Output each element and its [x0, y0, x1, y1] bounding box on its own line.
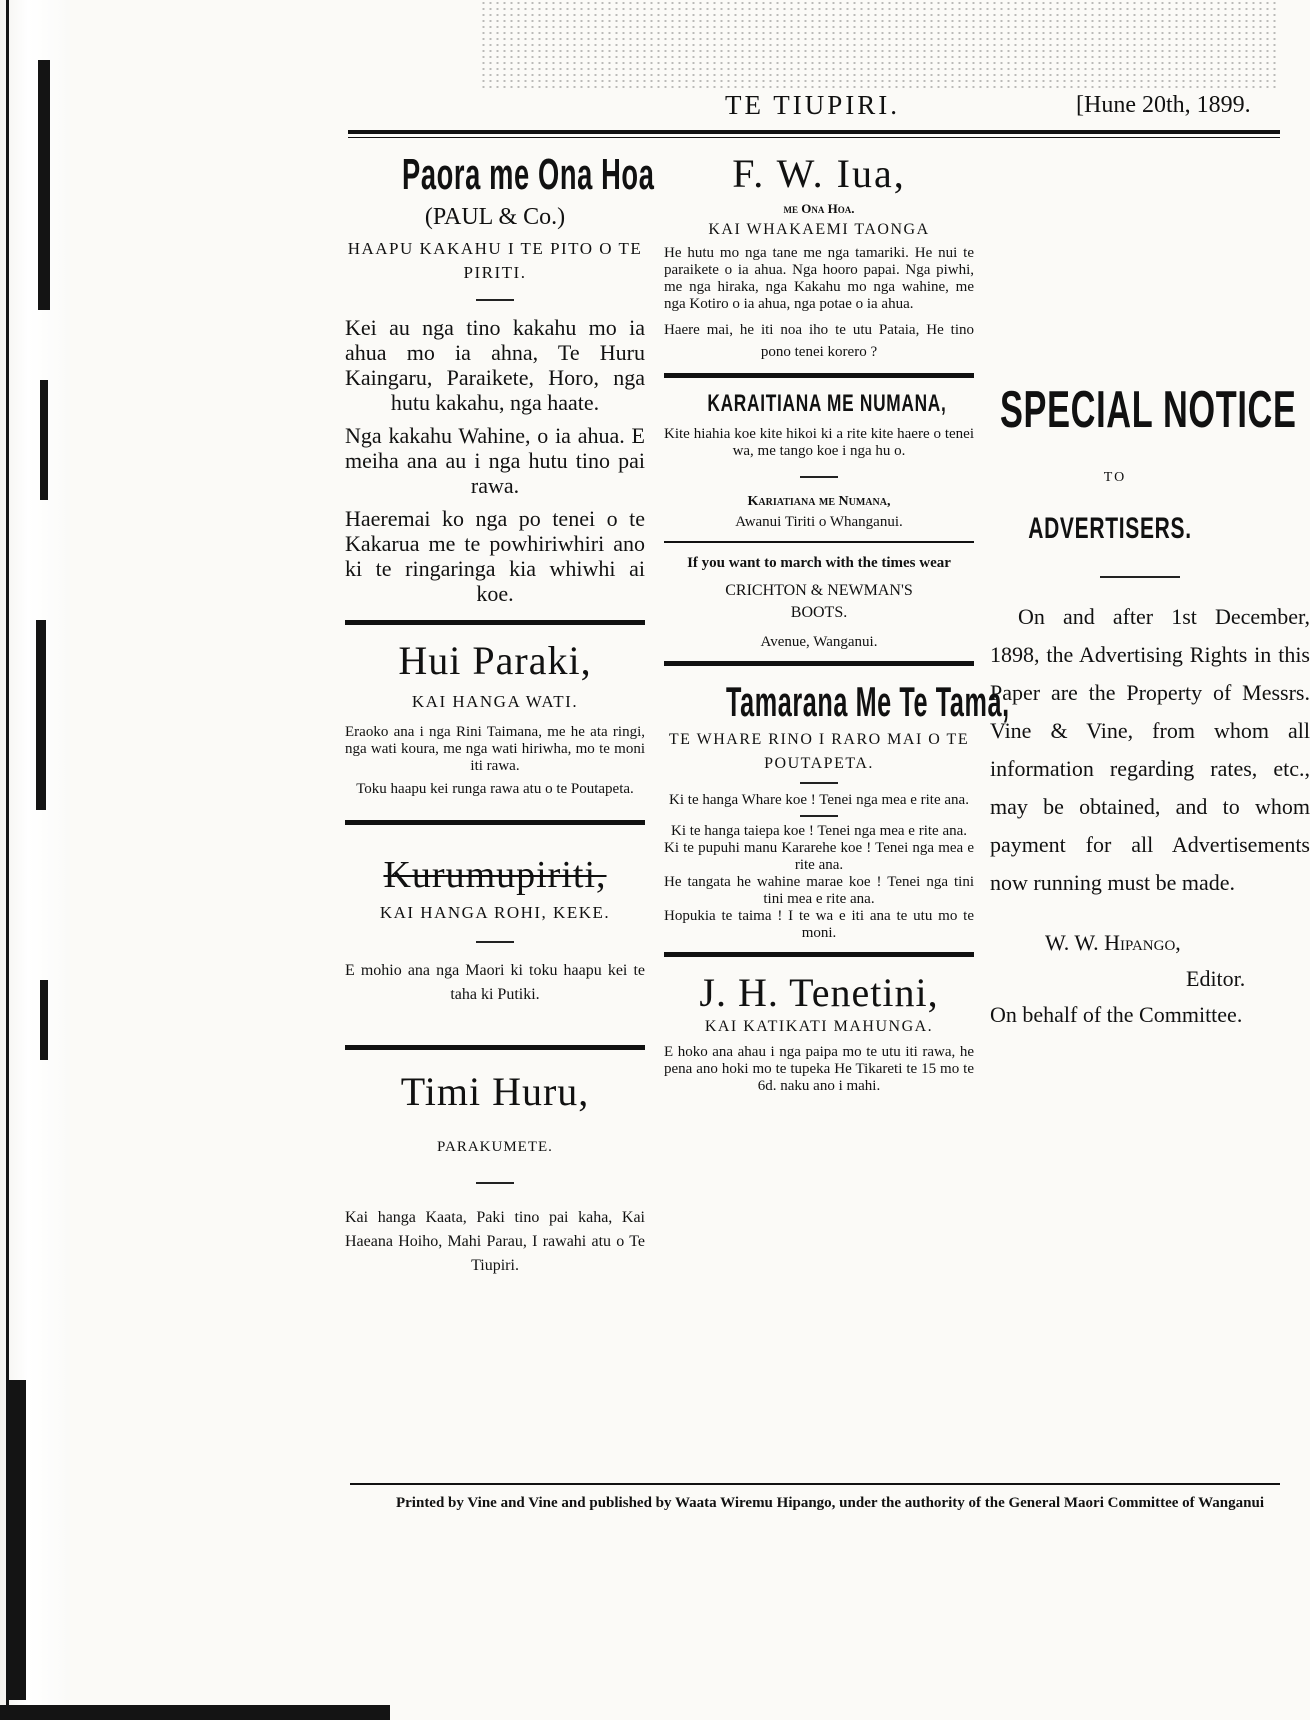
notice-body: On and after 1st December, 1898, the Advertising Rights in this Paper are the Property of Messrs. Vine & Vine, from whom all information regarding rates, etc., may be obtained, and to whom payment for all Advertisements now running must be made.	[990, 604, 1310, 895]
ad-title: CRICHTON & NEWMAN'S	[725, 582, 913, 599]
ad-separator	[664, 541, 974, 543]
ad-title: J. H. Tenetini,	[699, 970, 939, 1015]
ad-separator	[345, 620, 645, 625]
ad-tagline: KAI HANGA WATI.	[411, 692, 579, 711]
ad-text: Haere mai, he iti noa iho te utu Pataia, He tino pono tenei korero ?	[664, 322, 974, 360]
ad-title: Kurumupiriti,	[383, 854, 607, 896]
ad-tagline: PARAKUMETE.	[437, 1139, 553, 1155]
ad-address: Awanui Tiriti o Whanganui.	[735, 514, 903, 530]
ad-title: F. W. Iua,	[732, 151, 906, 196]
ad-title: Paora me Ona Hoa	[402, 150, 655, 199]
scan-noise	[480, 0, 1280, 90]
ad-separator	[664, 952, 974, 957]
ad-paora	[345, 150, 655, 606]
divider	[800, 782, 838, 784]
ad-text: Ki te pupuhi manu Kararehe koe ! Tenei nga mea e rite ana.	[664, 840, 974, 873]
ad-text: Hopukia te taima ! I te wa e iti ana te utu mo te moni.	[664, 908, 974, 941]
ad-text: Kite hiahia koe kite hikoi ki a rite kite haere o tenei wa, me tango koe i nga hu o.	[664, 426, 974, 459]
ad-text: Nga kakahu Wahine, o ia ahua. E meiha ana au i nga hutu tino pai rawa.	[345, 423, 645, 498]
notice-advertisers: ADVERTISERS.	[1028, 512, 1192, 545]
printer-imprint: Printed by Vine and Vine and published by Waata Wiremu Hipango, under the authority of the General Maori Committee of Wanganui	[395, 1495, 1264, 1511]
ad-text: He tangata he wahine marae koe ! Tenei nga tini tini mea e rite ana.	[664, 874, 974, 907]
committee-note: On behalf of the Committee.	[990, 1002, 1243, 1027]
ad-address: Avenue, Wanganui.	[760, 634, 878, 650]
ad-kurumupiriti	[345, 853, 645, 1007]
ad-signature: Kariatiana me Numana,	[747, 494, 891, 509]
ad-text: If you want to march with the times wear	[687, 555, 951, 571]
column-2	[664, 150, 1010, 1095]
ad-text: E mohio ana nga Maori ki toku haapu kei te taha ki Putiki.	[345, 962, 645, 1003]
ad-text: Haeremai ko nga po tenei o te Kakarua me te powhiriwhiri ano ki te ringaringa kia whiwhi ai koe.	[345, 506, 645, 606]
ad-fw-iua	[664, 150, 974, 363]
divider	[800, 815, 838, 817]
editor-signature: W. W. Hipango,	[1045, 930, 1181, 955]
divider	[476, 299, 514, 301]
ad-text: Toku haapu kei runga rawa atu o te Poutapeta.	[356, 781, 634, 797]
ad-text: Kai hanga Kaata, Paki tino pai kaha, Kai Haeana Hoiho, Mahi Parau, I rawahi atu o Te Tiupiri.	[345, 1209, 645, 1274]
header-rule-thin	[348, 137, 1280, 138]
paper-title: TE TIUPIRI.	[725, 90, 900, 120]
header-rule	[348, 130, 1280, 134]
ad-subtitle: (PAUL & Co.)	[424, 204, 566, 230]
ad-title: KARAITIANA ME NUMANA,	[707, 390, 947, 417]
divider	[476, 1182, 514, 1184]
column-3	[990, 380, 1310, 1028]
ad-text: E hoko ana ahau i nga paipa mo te utu iti rawa, he pena ano hoki mo te tupeka He Tikareti te 15 mo te 6d. naku ano i mahi.	[664, 1044, 974, 1094]
issue-date: [Hune 20th, 1899.	[1076, 92, 1251, 118]
ad-crichton-newman	[664, 555, 974, 651]
ad-title: BOOTS.	[790, 604, 848, 621]
ad-separator	[664, 373, 974, 378]
ad-hui-paraki	[345, 637, 645, 798]
notice-title: SPECIAL NOTICE	[1000, 381, 1297, 439]
ad-tamarana	[664, 678, 1010, 942]
ad-tagline: KAI KATIKATI MAHUNGA.	[704, 1018, 934, 1035]
ad-tagline: TE WHARE RINO I RARO MAI O TE POUTAPETA.	[668, 731, 970, 772]
page-header	[350, 86, 1280, 126]
ad-separator	[345, 1045, 645, 1050]
ad-separator	[345, 820, 645, 825]
ad-text: He hutu mo nga tane me nga tamariki. He nui te paraikete o ia ahua. Nga hooro papai. Nga piwhi, me nga hiraka, nga Kakahu mo nga wahine, me nga Kotiro o ia ahua, nga potae o ia ahua.	[664, 245, 974, 312]
ad-separator	[664, 661, 974, 666]
ad-tenetini	[664, 969, 974, 1095]
ad-title: Tamarana Me Te Tama,	[726, 678, 1010, 725]
ad-title: Hui Paraki,	[398, 638, 592, 683]
ad-timi-huru	[345, 1068, 645, 1278]
ad-text: Ki te hanga taiepa koe ! Tenei nga mea e rite ana.	[670, 823, 968, 839]
ad-karaitiana	[664, 390, 974, 531]
editor-role: Editor.	[1186, 966, 1246, 991]
ad-subtitle: me Ona Hoa.	[783, 201, 855, 216]
footer-rule	[350, 1483, 1280, 1485]
page-binding-edge	[0, 0, 70, 1720]
column-1	[345, 150, 655, 1278]
divider	[800, 476, 838, 478]
ad-text: Ki te hanga Whare koe ! Tenei nga mea e rite ana.	[669, 792, 969, 808]
ad-tagline: HAAPU KAKAHU I TE PITO O TE PIRITI.	[347, 239, 643, 282]
ornament-divider	[1100, 576, 1180, 578]
ad-text: Eraoko ana i nga Rini Taimana, me he ata ringi, nga wati koura, me nga wati hiriwha, mo te moni iti rawa.	[345, 724, 645, 774]
ad-title: Timi Huru,	[400, 1069, 590, 1114]
divider	[476, 941, 514, 943]
ad-text: Kei au nga tino kakahu mo ia ahua mo ia ahna, Te Huru Kaingaru, Paraikete, Horo, nga hutu kakahu, nga haate.	[345, 315, 645, 415]
ad-tagline: KAI WHAKAEMI TAONGA	[708, 221, 930, 238]
notice-to: TO	[1103, 470, 1127, 485]
ad-tagline: KAI HANGA ROHI, KEKE.	[379, 903, 611, 922]
